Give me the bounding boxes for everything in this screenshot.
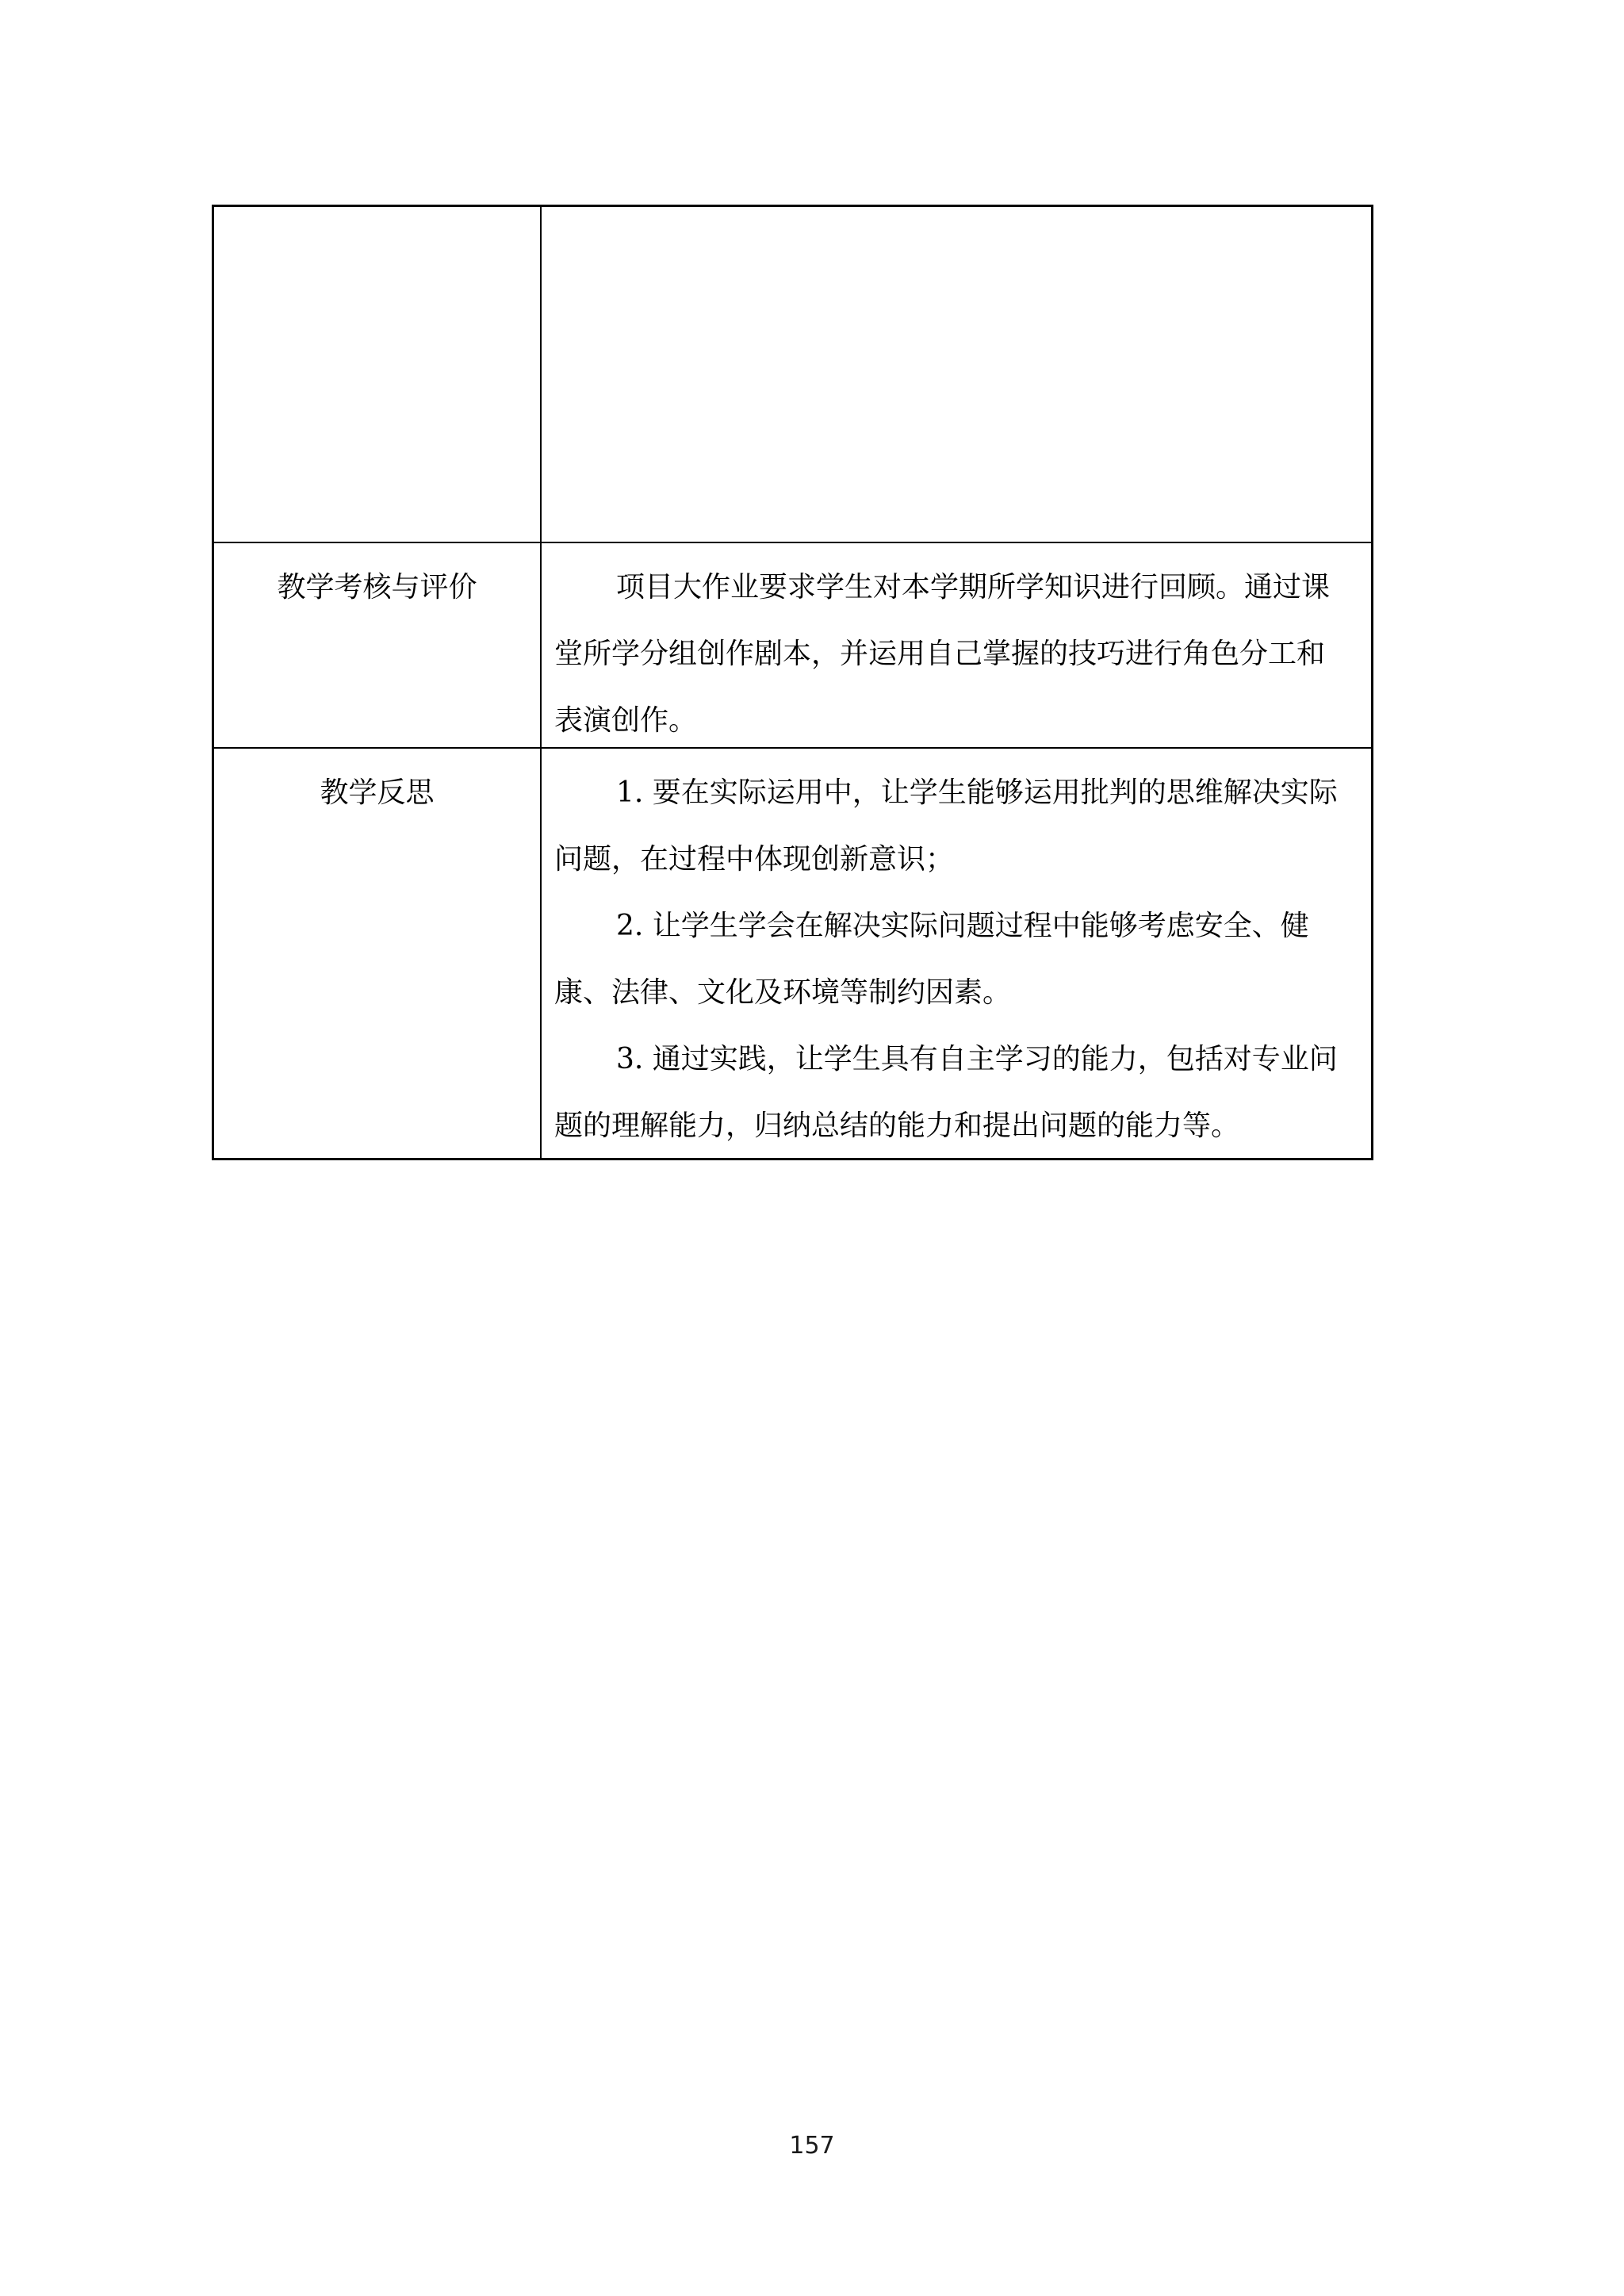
assessment-label-cell	[214, 543, 542, 749]
reflection-line: 题的理解能力，归纳总结的能力和提出问题的能力等。	[554, 1110, 1240, 1142]
reflection-label: 教学反思	[320, 776, 435, 809]
empty-label-cell	[214, 207, 542, 543]
assessment-line: 项目大作业要求学生对本学期所学知识进行回顾。通过课	[616, 571, 1331, 604]
reflection-line: 2. 让学生学会在解决实际问题过程中能够考虑安全、健	[616, 910, 1309, 942]
lesson-plan-table	[212, 205, 1373, 1160]
reflection-line: 1. 要在实际运用中，让学生能够运用批判的思维解决实际	[616, 776, 1338, 809]
assessment-label: 教学考核与评价	[277, 571, 477, 604]
empty-content-cell	[542, 207, 1371, 543]
assessment-line: 表演创作。	[554, 704, 698, 737]
reflection-label-cell	[214, 749, 542, 1158]
reflection-line: 康、法律、文化及环境等制约因素。	[554, 976, 1012, 1009]
reflection-content-cell	[542, 749, 1371, 1158]
page-number: 157	[789, 2132, 835, 2160]
assessment-line: 堂所学分组创作剧本，并运用自己掌握的技巧进行角色分工和	[554, 638, 1326, 670]
assessment-content-cell	[542, 543, 1371, 749]
reflection-line: 3. 通过实践，让学生具有自主学习的能力，包括对专业问	[616, 1043, 1338, 1075]
reflection-line: 问题，在过程中体现创新意识；	[554, 843, 955, 876]
